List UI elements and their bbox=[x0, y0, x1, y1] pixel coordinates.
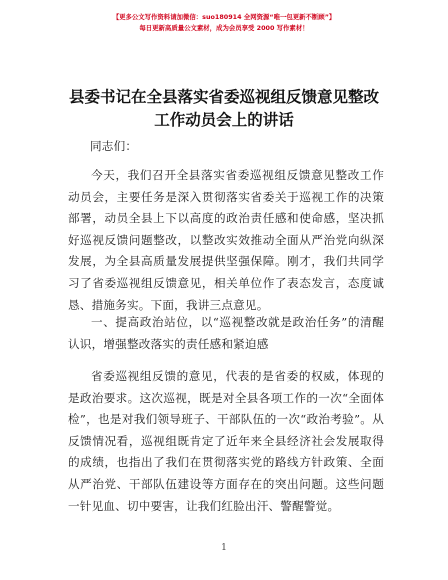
section-heading-1: 一、提高政治站位，以“巡视整改就是政治任务”的清醒认识，增强整改落实的责任感和紧迫感 bbox=[68, 315, 384, 351]
paragraph-opening: 今天，我们召开全县落实省委巡视组反馈意见整改工作动员会，主要任务是深入贯彻落实省委关于巡视工作的决策部署，动员全县上下以高度的政治责任感和使命感，坚决抓好巡视反馈问题整改，以整改实效推动全面从严治党向纵深发展，为全县高质量发展提供坚强保障。刚才，我们共同学习了省委巡视组反馈意见，相关单位作了表态发言，态度诚恳、措施务实。下面，我讲三点意见。 bbox=[68, 168, 384, 312]
document-title-line-2: 工作动员会上的讲话 bbox=[154, 111, 294, 129]
paragraph-section-1: 省委巡视组反馈的意见，代表的是省委的权威，体现的是政治要求。这次巡视，既是对全县各项工作的一次“全面体检”，也是对我们领导班子、干部队伍的一次“政治考验”。从反馈情况看，巡视组既肯定了近年来全县经济社会发展取得的成绩，也指出了我们在贯彻落实党的路线方针政策、全面从严治党、干部队伍建设等方面存在的突出问题。这些问题一针见血、切中要害，让我们红脸出汗、警醒警觉。 bbox=[68, 369, 384, 513]
salutation: 同志们： bbox=[90, 139, 138, 153]
document-title bbox=[40, 86, 408, 132]
page-number: 1 bbox=[221, 543, 227, 553]
document-title-line-1: 县委书记在全县落实省委巡视组反馈意见整改 bbox=[68, 88, 379, 106]
promo-banner bbox=[0, 12, 448, 34]
promo-banner-line-2: 每日更新高质量公文素材，成为会员享受 2000 写作素材！ bbox=[139, 24, 309, 32]
promo-banner-line-1: 【更多公文写作资料请加微信：suo180914 全网资源“唯一包更新不断顾”】 bbox=[112, 13, 336, 21]
